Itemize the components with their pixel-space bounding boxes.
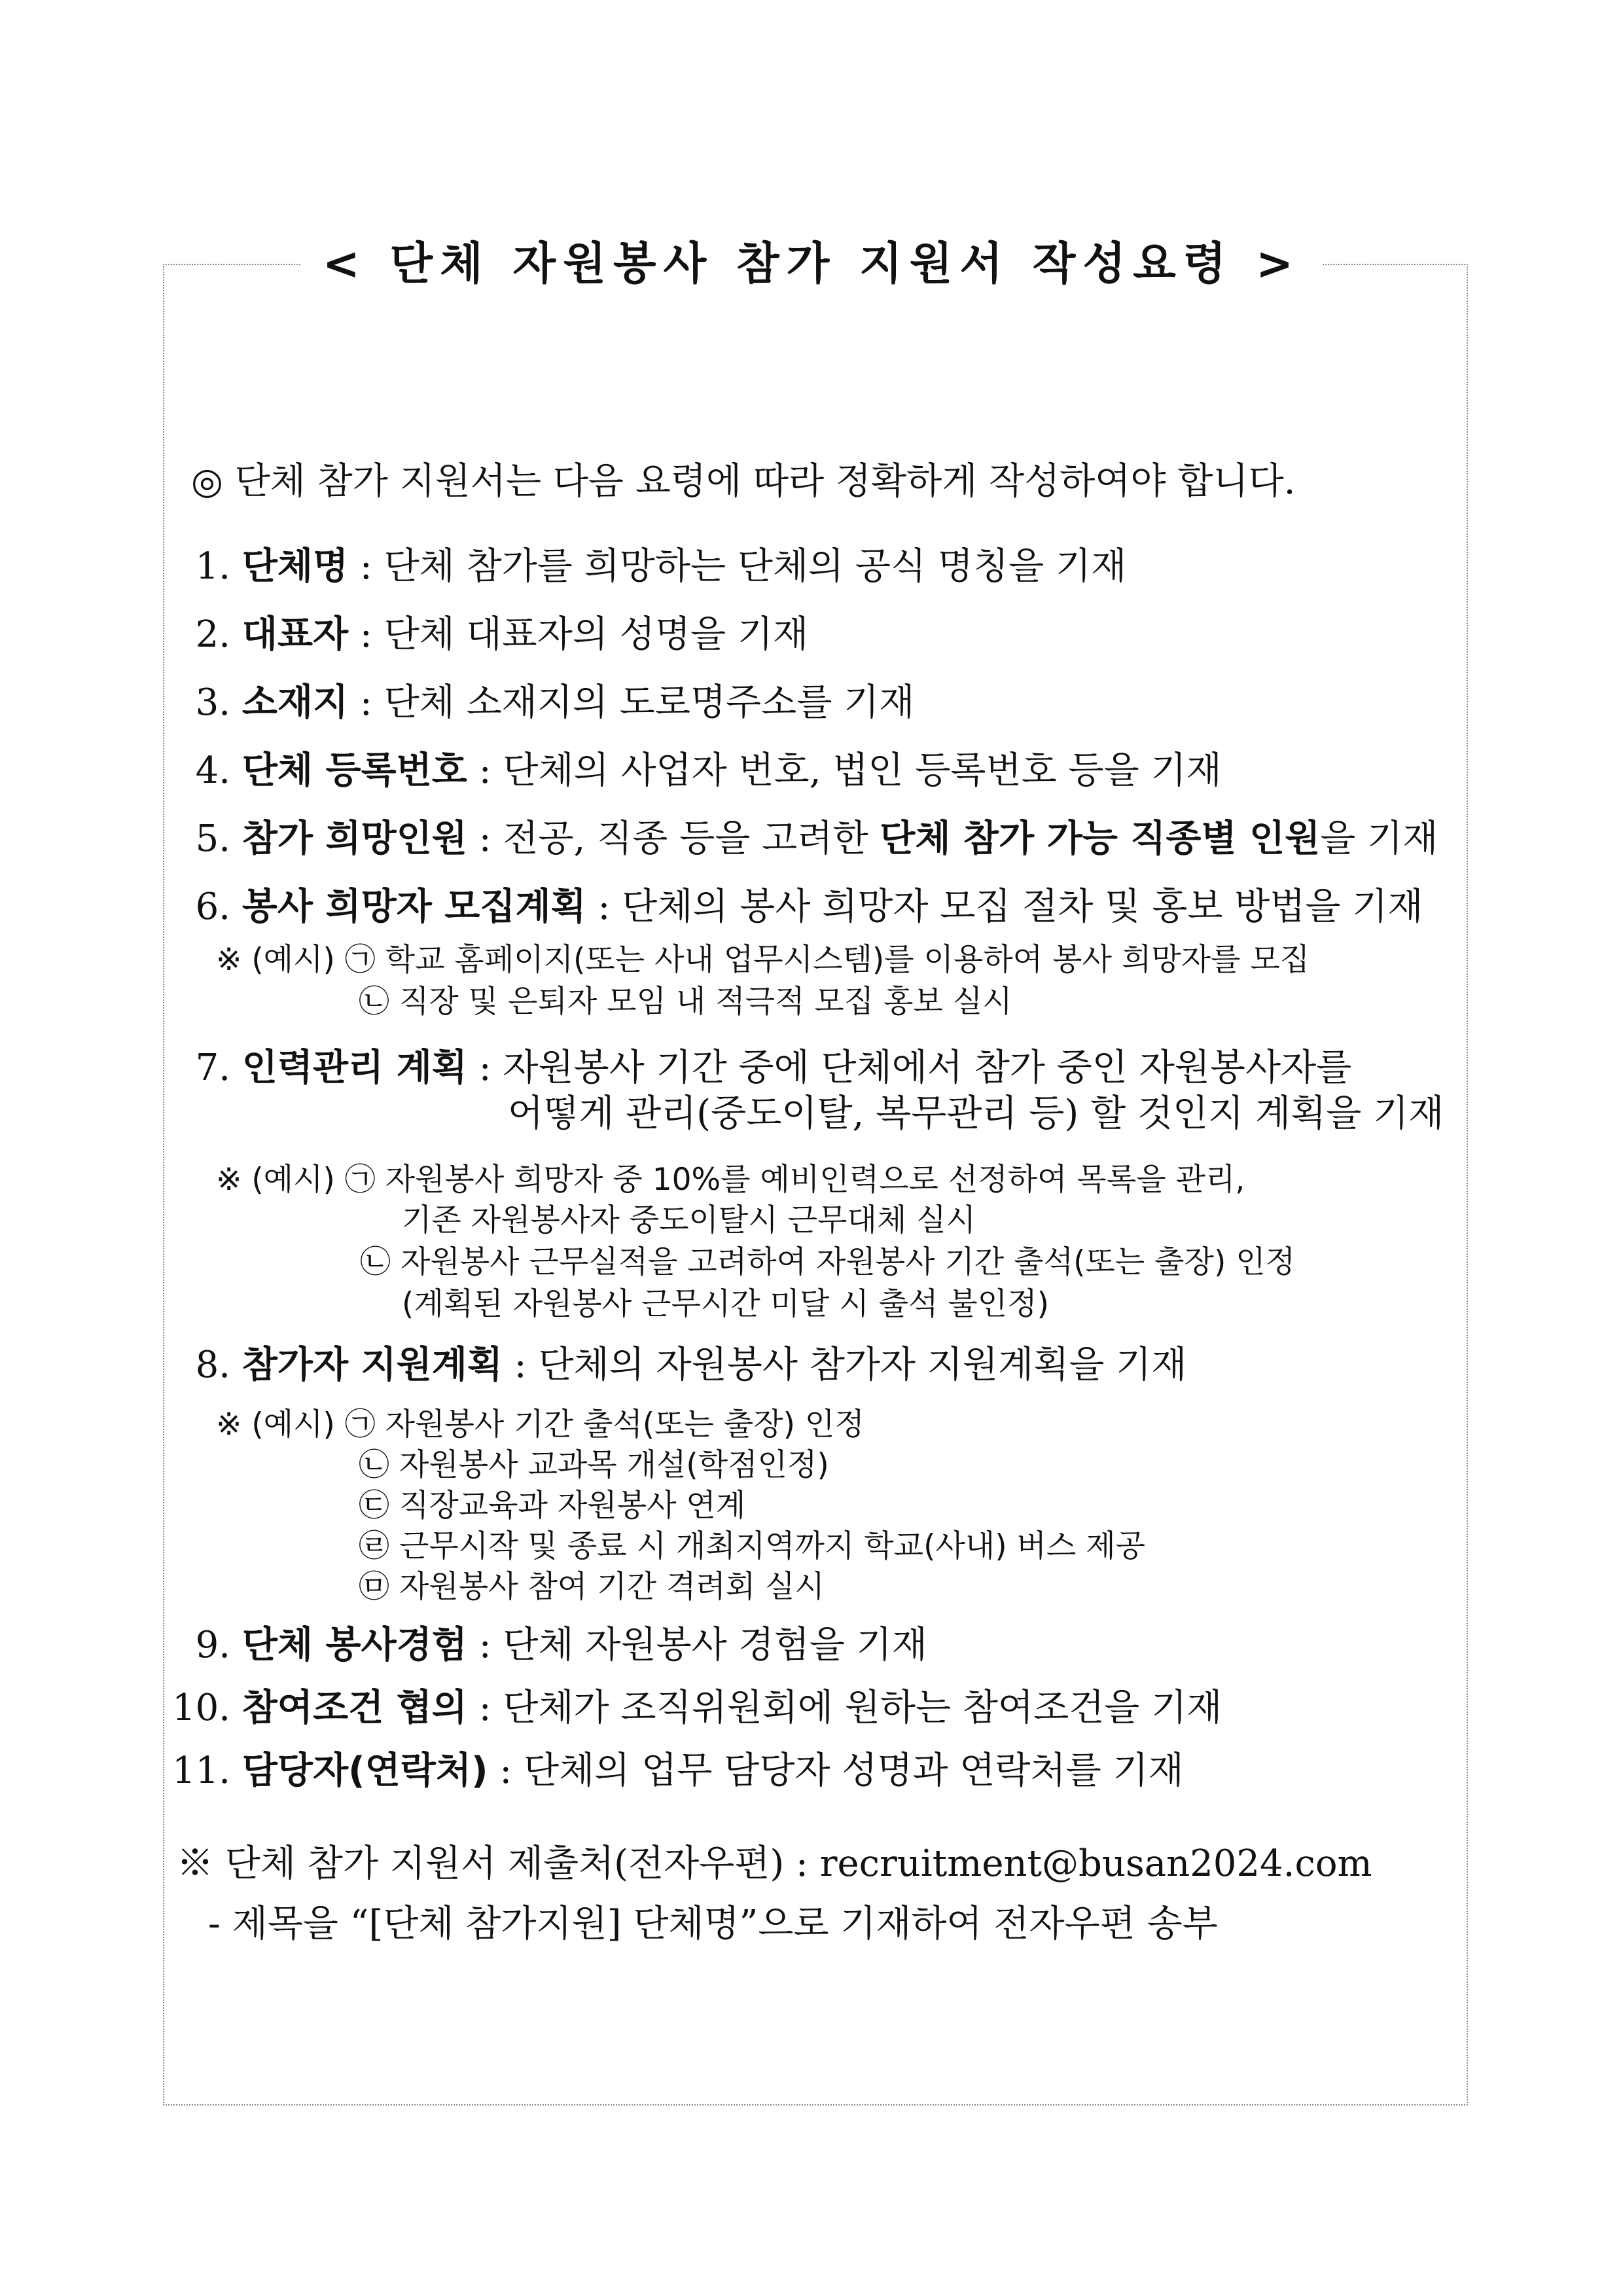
item-number: 7. xyxy=(195,1047,230,1089)
item-number: 1. xyxy=(195,545,230,588)
list-item-9 xyxy=(191,1619,927,1672)
item-label: 단체 등록번호 xyxy=(241,749,467,792)
item-number: 4. xyxy=(195,749,230,792)
item-label: 참가 희망인원 xyxy=(241,817,467,860)
list-item-4 xyxy=(191,745,1222,797)
item-text: 단체가 조직위원회에 원하는 참여조건을 기재 xyxy=(503,1687,1222,1729)
item-8-example-3: ㉢ 직장교육과 자원봉사 연계 xyxy=(359,1488,746,1524)
item-6-example-2: ㉡ 직장 및 은퇴자 모임 내 적극적 모집 홍보 실시 xyxy=(359,984,1012,1020)
item-7-example-2-cont: (계획된 자원봉사 근무시간 미달 시 출석 불인정) xyxy=(402,1286,1049,1322)
item-separator: : xyxy=(467,1687,503,1729)
list-item-2 xyxy=(191,609,808,661)
item-text: 단체의 사업자 번호, 법인 등록번호 등을 기재 xyxy=(503,749,1222,792)
item-number: 8. xyxy=(195,1344,230,1386)
item-text-bold: 단체 참가 가능 직종별 인원 xyxy=(880,817,1321,860)
item-separator: : xyxy=(348,545,384,588)
list-item-3 xyxy=(191,677,914,729)
list-item-6 xyxy=(191,881,1423,933)
item-separator: : xyxy=(467,817,503,860)
item-8-example-5: ㉤ 자원봉사 참여 기간 격려회 실시 xyxy=(359,1569,825,1605)
email-subject-instruction: - 제목을 “[단체 참가지원] 단체명”으로 기재하여 전자우편 송부 xyxy=(208,1903,1218,1945)
item-text: 단체의 자원봉사 참가자 지원계획을 기재 xyxy=(538,1344,1187,1386)
item-label: 소재지 xyxy=(241,681,349,724)
list-item-5 xyxy=(191,813,1438,865)
item-number: 2. xyxy=(195,613,230,656)
item-text: 단체 자원봉사 경험을 기재 xyxy=(503,1624,927,1666)
item-number: 5. xyxy=(195,817,230,860)
item-6-example-1: ※ (예시) ㉠ 학교 홈페이지(또는 사내 업무시스템)를 이용하여 봉사 희망자를 모집 xyxy=(216,942,1310,978)
item-label: 참가자 지원계획 xyxy=(241,1344,503,1386)
item-text: 단체의 업무 담당자 성명과 연락처를 기재 xyxy=(524,1749,1184,1792)
item-separator: : xyxy=(467,1624,503,1666)
page-title xyxy=(0,236,1623,293)
item-separator: : xyxy=(488,1749,524,1792)
item-separator: : xyxy=(348,681,384,724)
list-item-11 xyxy=(170,1745,1184,1797)
item-text: 단체의 봉사 희망자 모집 절차 및 홍보 방법을 기재 xyxy=(622,886,1423,928)
item-7-example-2: ㉡ 자원봉사 근무실적을 고려하여 자원봉사 기간 출석(또는 출장) 인정 xyxy=(360,1244,1296,1280)
list-item-8 xyxy=(191,1339,1186,1391)
item-separator: : xyxy=(467,749,503,792)
item-label: 단체명 xyxy=(241,545,349,588)
item-separator: : xyxy=(348,613,384,656)
item-label: 단체 봉사경험 xyxy=(241,1624,467,1666)
item-label: 담당자(연락처) xyxy=(241,1749,488,1792)
item-label: 봉사 희망자 모집계획 xyxy=(241,886,586,928)
item-label: 참여조건 협의 xyxy=(241,1687,467,1729)
list-item-1 xyxy=(191,541,1126,593)
submission-address: ※ 단체 참가 지원서 제출처(전자우편) : recruitment@busan2024.com xyxy=(177,1842,1372,1885)
item-text: 자원봉사 기간 중에 단체에서 참가 중인 자원봉사자를 xyxy=(503,1047,1352,1089)
list-item-7 xyxy=(191,1042,1351,1094)
item-text-suffix: 을 기재 xyxy=(1320,817,1438,860)
intro-text: ◎ 단체 참가 지원서는 다음 요령에 따라 정확하게 작성하여야 합니다. xyxy=(191,460,1296,503)
item-number: 10. xyxy=(171,1687,230,1729)
page-title-text: < 단체 자원봉사 참가 지원서 작성요령 > xyxy=(300,238,1323,290)
item-text: 전공, 직종 등을 고려한 xyxy=(503,817,880,860)
item-number: 11. xyxy=(171,1749,230,1792)
item-7-example-1-cont: 기존 자원봉사자 중도이탈시 근무대체 실시 xyxy=(402,1202,976,1238)
item-label: 인력관리 계획 xyxy=(241,1047,467,1089)
item-7-continuation: 어떻게 관리(중도이탈, 복무관리 등) 할 것인지 계획을 기재 xyxy=(508,1092,1444,1135)
item-text: 단체 대표자의 성명을 기재 xyxy=(383,613,809,656)
item-8-example-1: ※ (예시) ㉠ 자원봉사 기간 출석(또는 출장) 인정 xyxy=(216,1407,865,1443)
item-text: 단체 참가를 희망하는 단체의 공식 명칭을 기재 xyxy=(383,545,1127,588)
item-7-example-1: ※ (예시) ㉠ 자원봉사 희망자 중 10%를 예비인력으로 선정하여 목록을 관리, xyxy=(216,1162,1245,1198)
item-number: 3. xyxy=(195,681,230,724)
item-8-example-2: ㉡ 자원봉사 교과목 개설(학점인정) xyxy=(359,1447,829,1483)
item-label: 대표자 xyxy=(241,613,349,656)
item-separator: : xyxy=(586,886,622,928)
item-number: 9. xyxy=(195,1624,230,1666)
item-number: 6. xyxy=(195,886,230,928)
item-text: 단체 소재지의 도로명주소를 기재 xyxy=(383,681,915,724)
item-separator: : xyxy=(502,1344,539,1386)
list-item-10 xyxy=(170,1682,1222,1734)
item-separator: : xyxy=(467,1047,503,1089)
item-8-example-4: ㉣ 근무시작 및 종료 시 개최지역까지 학교(사내) 버스 제공 xyxy=(359,1528,1146,1564)
